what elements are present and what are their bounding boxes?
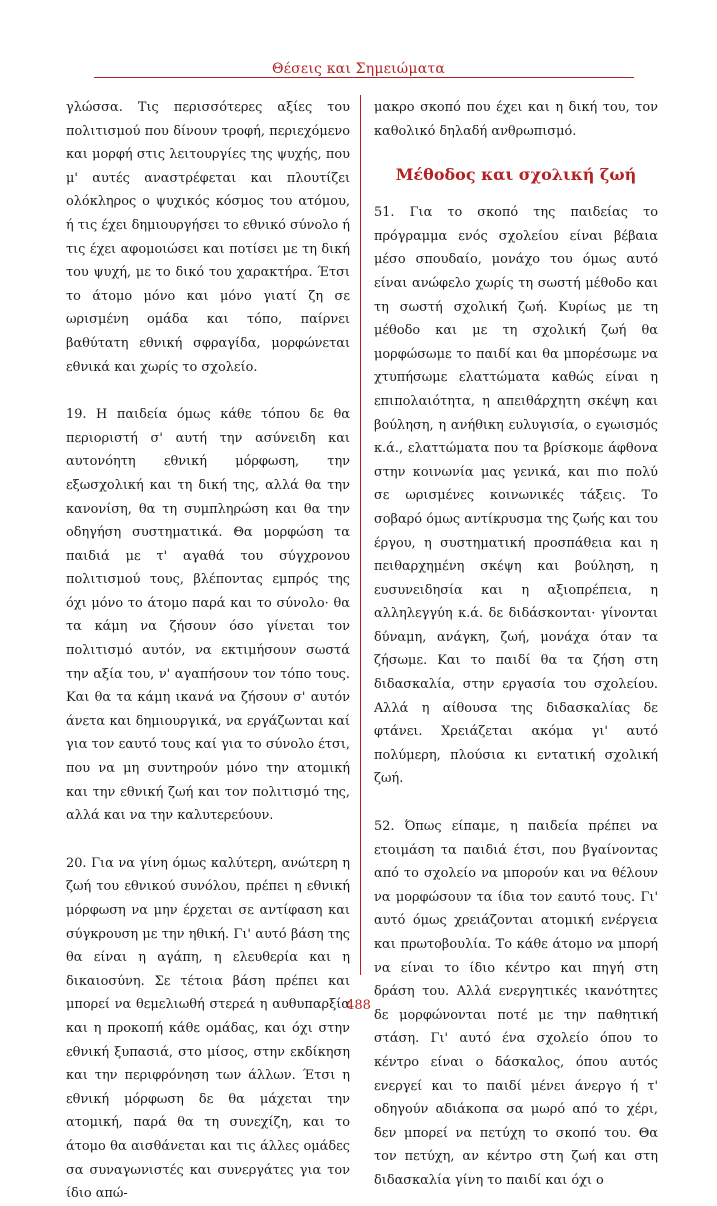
paragraph-20: 20. Για να γίνη όμως καλύτερη, ανώτερη η ζωή του εθνικού συνόλου, πρέπει η εθνική μόρφωση να μην έρχεται σε αντίφαση και σύγκρουση με την ηθική. Γι' αυτό βάση της θα είναι η αγάπη, η ελευθερία και η δικαιοσύνη. Σε τέτοια βάση πρέπει και μπορεί να θεμελιωθή στερεά η αυθυπαρξία και η προκοπή κάθε ομάδας, και όχι στην εθνική ξυπασιά, στο μίσος, στην εκδίκηση και την περιφρόνηση των άλλων. Έτσι η εθνική μόρφωση δε θα μάχεται την ατομική, παρά θα τη συνεχίζη, και το άτομο θα αισθάνεται και τις άλλες ομάδες σα συναγωνιστές και συνεργάτες για τον ίδιο απώ- (66, 855, 350, 1202)
paragraph-19: 19. Η παιδεία όμως κάθε τόπου δε θα περιοριστή σ' αυτή την ασύνειδη και αυτονόητη εθνική μόρφωση, την εξωσχολική και τη δική της, αλλά θα την κανονίση, θα τη συμπληρώση και θα την οδηγήση συστηματικά. Θα μορφώση τα παιδιά με τ' αγαθά του σύγχρονου πολιτισμού τους, βλέποντας εμπρός της όχι μόνο το άτομο παρά και το σύνολο· θα τα κάμη να ζήσουν όσο γίνεται τον πολιτισμό αυτόν, να εκτιμήσουν σωστά την αξία του, ν' αγαπήσουν τον τόπο τους. Και θα τα κάμη ικανά να ζήσουν σ' αυτόν άνετα και δημιουργικά, να εργάζωνται καί για τον εαυτό τους καί για το σύνολο έτσι, που να μη συντηρούν μόνο την ατομική και την εθνική ζωή και τον πολιτισμό της, αλλά και να την καλυτερεύουν. (66, 407, 350, 824)
right-column (374, 96, 658, 1188)
left-column (66, 96, 351, 1202)
paragraph-52: 52. Όπως είπαμε, η παιδεία πρέπει να ετοιμάση τα παιδιά έτσι, που βγαίνοντας από το σχολείο να μπορούν και να θέλουν να μορφώσουν τα ίδια τον εαυτό τους. Γι' αυτό όμως χρειάζονται ατομική ενέργεια και πρωτοβουλία. Το κάθε άτομο να μπορή να είναι το ίδιο κέντρο και πηγή στη δράση του. Αλλά ενεργητικές ικανότητες δε μορφώνονται ποτέ με την παθητική στάση. Γι' αυτό ένα σχολείο όπου το κέντρο είναι ο δάσκαλος, όπου αυτός ενεργεί και το παιδί μένει άνεργο ή τ' οδηγούν αδιάκοπα σα μωρό από το χέρι, δεν μπορεί να πετύχη το σκοπό του. Θα τον πετύχη, αν κέντρο στη ζωή και στη διδασκαλία γίνη το παιδί και όχι ο (374, 819, 658, 1188)
paragraph-continuation: γλώσσα. Τις περισσότερες αξίες του πολιτισμού που δίνουν τροφή, περιεχόμενο και μορφή στις λειτουργίες της ψυχής, που μ' αυτές αναστρέφεται και πλουτίζει ολόκληρος ο ψυχικός κόσμος του ατόμου, ή τις έχει δημιουργήσει το εθνικό σύνολο ή τις έχει αφομοιώσει και ποτίσει με τη δική του ψυχή, με το δικό του χαρακτήρα. Έτσι το άτομο μόνο και μόνο γιατί ζη σε ωρισμένη ομάδα και τόπο, παίρνει βαθύτατη εθνική σφραγίδα, μορφώνεται εθνικά και χωρίς το σχολείο. (66, 100, 351, 375)
running-header (0, 58, 717, 77)
paragraph-20-continuation: μακρο σκοπό που έχει και η δική του, τον καθολικό δηλαδή ανθρωπισμό. (374, 100, 658, 139)
running-header-title: Θέσεις και Σημειώματα (272, 61, 445, 77)
column-divider (360, 95, 361, 975)
paragraph-51: 51. Για το σκοπό της παιδείας το πρόγραμμα ενός σχολείου είναι βέβαια μέσο σπουδαίο, μονάχο του όμως αυτό είναι ανώφελο χωρίς τη σωστή μέθοδο και τη σωστή σχολική ζωή. Κυρίως με τη μέθοδο και με τη σχολική ζωή θα μορφώσωμε το παιδί και θα μπορέσωμε να χτυπήσωμε ελαττώματα καθώς είναι η επιπολαιότητα, η απειθάρχητη σκέψη και βούληση, η ανήθικη ευλυγισία, ο εγωισμός κ.ά., ελαττώματα που τα βρίσκομε άφθονα στην κοινωνία μας γενικά, και πιο πολύ σε ωρισμένες κοινωνικές τάξεις. Το σοβαρό όμως αντίκρυσμα της ζωής και του έργου, η συστηματική προσπάθεια και η πειθαρχημένη σκέψη και βούληση, η ευσυνειδησία και η αξιοπρέπεια, η αλληλεγγύη κ.ά. δε διδάσκονται· γίνονται δύναμη, ανάγκη, ζωή, μονάχα όταν τα ζήσωμε. Και το παιδί θα τα ζήση στη διδασκαλία, στην εργασία του σχολείου. Αλλά η αίθουσα της διδασκαλίας δε φτάνει. Χρειάζεται ακόμα γι' αυτό πολύμερη, πλούσια κι εντατική σχολική ζωή. (374, 205, 658, 787)
page-number: 488 (346, 998, 371, 1013)
header-rule (94, 77, 634, 78)
section-heading: Μέθοδος και σχολική ζωή (395, 165, 637, 185)
